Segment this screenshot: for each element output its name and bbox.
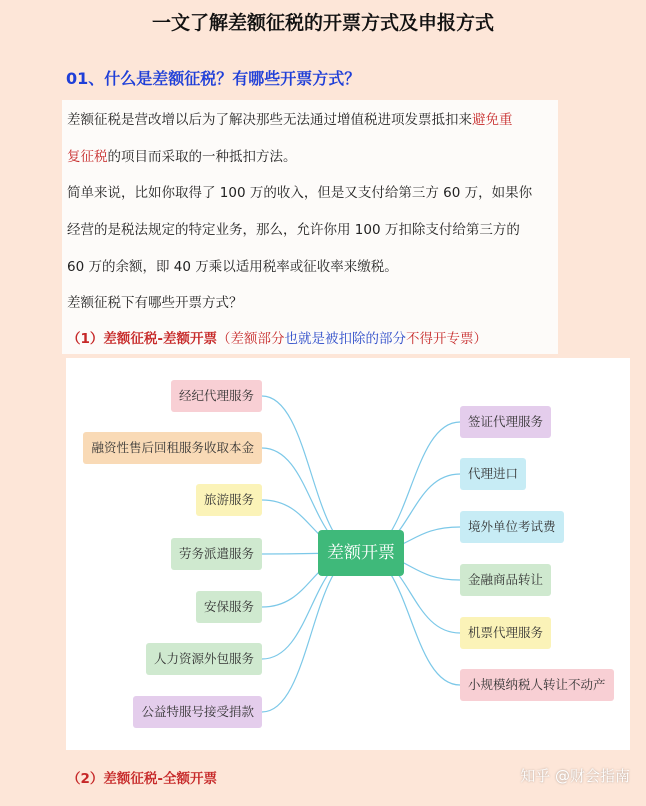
subheading-bold: （2）差额征税-全额开票: [67, 771, 217, 787]
mindmap-node-left: 融资性售后回租服务收取本金: [83, 432, 262, 464]
watermark: 知乎 @财会指南: [520, 767, 630, 785]
subheading-note-c: 不得开专票）: [406, 331, 487, 347]
mindmap-node-right: 签证代理服务: [460, 406, 551, 438]
paragraph-line-2: [67, 145, 297, 165]
mindmap-node-left: 安保服务: [196, 591, 262, 623]
connector-line: [262, 553, 361, 712]
mindmap-node-left: 旅游服务: [196, 484, 262, 516]
paragraph-line-1: [67, 108, 513, 128]
paragraph-line-6: 差额征税下有哪些开票方式？: [67, 295, 243, 311]
section-heading: 01、什么是差额征税？有哪些开票方式？: [66, 69, 361, 88]
paragraph-line-3: 简单来说，比如你取得了 100 万的收入，但是又支付给第三方 60 万，如果你: [67, 185, 533, 201]
mindmap-node-right: 机票代理服务: [460, 617, 551, 649]
mindmap-node-right: 小规模纳税人转让不动产: [460, 669, 614, 701]
mindmap-node-left: 人力资源外包服务: [146, 643, 262, 675]
paragraph-text: 差额征税是营改增以后为了解决那些无法通过增值税进项发票抵扣来: [67, 112, 472, 128]
mindmap-node-left: 公益特服号接受捐款: [133, 696, 262, 728]
subheading-note-b: 也就是被扣除的部分: [284, 331, 406, 347]
paragraph-line-4: 经营的是税法规定的特定业务，那么，允许你用 100 万扣除支付给第三方的: [67, 222, 520, 238]
highlight-text: 复征税: [67, 149, 108, 165]
mindmap-node-right: 代理进口: [460, 458, 526, 490]
subheading-bold: （1）差额征税-差额开票: [67, 331, 217, 347]
highlight-text: 避免重: [472, 112, 513, 128]
mindmap-center-node: 差额开票: [318, 530, 404, 576]
page-title: 一文了解差额征税的开票方式及申报方式: [151, 12, 494, 34]
mindmap-node-left: 劳务派遣服务: [171, 538, 262, 570]
paragraph-text: 的项目而采取的一种抵扣方法。: [107, 149, 297, 165]
subheading-2: [67, 767, 217, 787]
mindmap-node-left: 经纪代理服务: [171, 380, 262, 412]
mindmap-node-right: 金融商品转让: [460, 564, 551, 596]
mindmap: [66, 358, 630, 750]
subheading-note-a: （差额部分: [217, 331, 285, 347]
subheading-1: [67, 327, 487, 347]
paragraph-line-5: 60 万的余额，即 40 万乘以适用税率或征收率来缴税。: [67, 259, 398, 275]
mindmap-node-right: 境外单位考试费: [460, 511, 564, 543]
